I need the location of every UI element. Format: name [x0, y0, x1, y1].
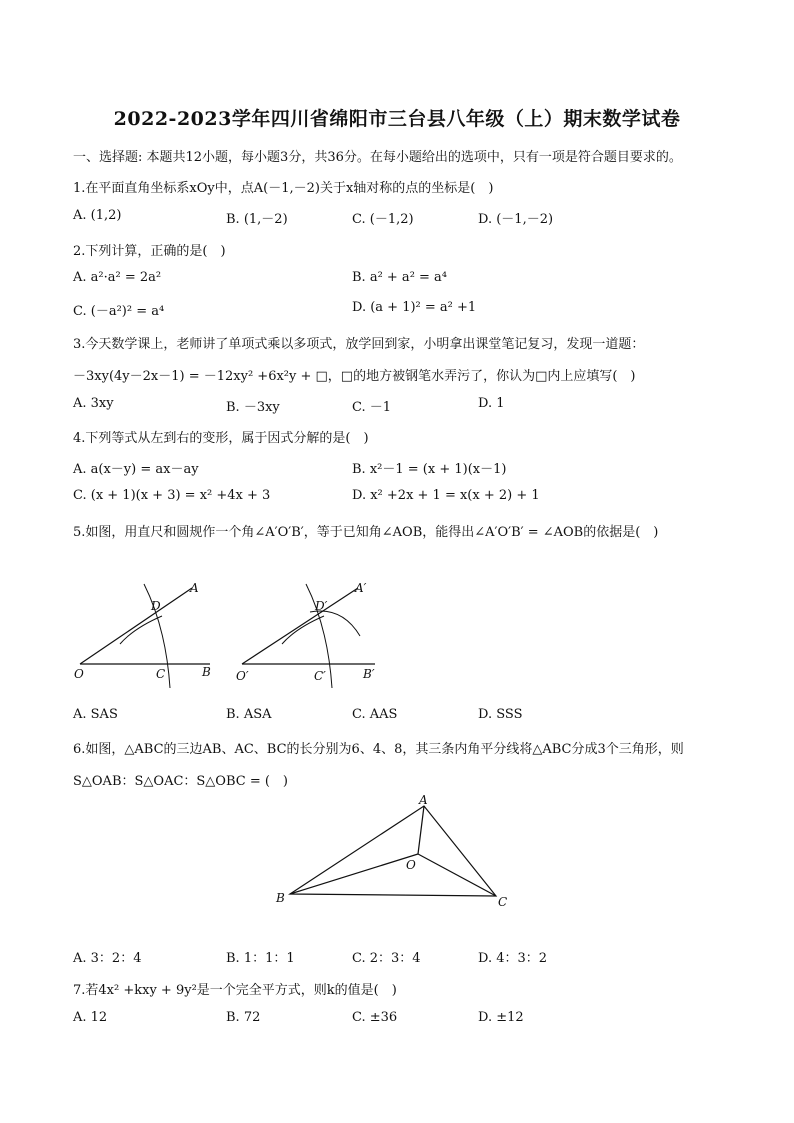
q1-option-a: A. (1,2)	[73, 208, 122, 223]
question-7-stem: 7.若4x² +kxy + 9y²是一个完全平方式，则k的值是( )	[73, 983, 397, 998]
question-6-stem-line2: S△OAB：S△OAC：S△OBC = ( )	[73, 774, 289, 789]
q3-option-b: B. －3xy	[226, 400, 280, 415]
question-2-stem: 2.下列计算，正确的是( )	[73, 244, 226, 259]
q4-option-b: B. x²－1 = (x + 1)(x－1)	[352, 462, 507, 477]
question-4-stem: 4.下列等式从左到右的变形，属于因式分解的是( )	[73, 431, 369, 446]
page-title: 2022-2023学年四川省绵阳市三台县八年级（上）期末数学试卷	[113, 108, 681, 130]
q5-option-b: B. ASA	[226, 707, 272, 722]
fig-label-a: A	[419, 793, 428, 807]
q3-option-c: C. －1	[352, 400, 392, 415]
fig-label-o-prime: O′	[236, 669, 249, 683]
fig-label-d: D	[151, 599, 161, 613]
q7-option-d: D. ±12	[478, 1010, 524, 1025]
q1-option-d: D. (－1,－2)	[478, 212, 554, 227]
fig-label-d-prime: D′	[315, 599, 328, 613]
q2-option-d: D. (a + 1)² = a² +1	[352, 300, 477, 315]
q6-option-a: A. 3：2：4	[73, 951, 142, 966]
q1-option-c: C. (－1,2)	[352, 212, 414, 227]
fig-label-c-prime: C′	[314, 669, 326, 683]
q2-option-a: A. a²·a² = 2a²	[73, 270, 162, 285]
fig-label-c: C	[156, 667, 166, 681]
fig-label-o: O	[406, 858, 416, 872]
q5-compass-construction-figure	[70, 578, 390, 690]
q3-option-a: A. 3xy	[73, 396, 114, 411]
q3-option-d: D. 1	[478, 396, 505, 411]
q5-option-a: A. SAS	[73, 707, 118, 722]
question-1-stem: 1.在平面直角坐标系xOy中，点A(－1,－2)关于x轴对称的点的坐标是( )	[73, 181, 494, 196]
fig-label-b: B	[276, 891, 285, 905]
q7-option-c: C. ±36	[352, 1010, 398, 1025]
q6-option-c: C. 2：3：4	[352, 951, 421, 966]
q7-option-a: A. 12	[73, 1010, 108, 1025]
fig-label-a: A	[190, 581, 199, 595]
fig-label-c: C	[498, 895, 508, 909]
q4-option-a: A. a(x－y) = ax－ay	[73, 462, 199, 477]
section-heading: 一、选择题: 本题共12小题，每小题3分，共36分。在每小题给出的选项中，只有一项是符合题目要求的。	[73, 150, 682, 165]
q6-option-d: D. 4：3：2	[478, 951, 548, 966]
q7-option-b: B. 72	[226, 1010, 261, 1025]
q2-option-c: C. (－a²)² = a⁴	[73, 304, 165, 319]
fig-label-o: O	[74, 667, 84, 681]
q2-option-b: B. a² + a² = a⁴	[352, 270, 448, 285]
question-5-stem: 5.如图，用直尺和圆规作一个角∠A′O′B′，等于已知角∠AOB，能得出∠A′O′B′ = ∠AOB的依据是( )	[73, 525, 659, 540]
question-3-stem-line1: 3.今天数学课上，老师讲了单项式乘以多项式，放学回到家，小明拿出课堂笔记复习，发现一道题：	[73, 337, 645, 352]
q6-triangle-figure	[270, 790, 520, 915]
fig-label-b: B	[202, 665, 211, 679]
q4-option-c: C. (x + 1)(x + 3) = x² +4x + 3	[73, 488, 271, 503]
question-3-stem-line2: －3xy(4y－2x－1) = －12xy² +6x²y + □，□的地方被钢笔水弄污了，你认为□内上应填写( )	[73, 369, 636, 384]
question-6-stem-line1: 6.如图，△ABC的三边AB、AC、BC的长分别为6、4、8，其三条内角平分线将△ABC分成3个三角形，则	[73, 742, 684, 757]
q4-option-d: D. x² +2x + 1 = x(x + 2) + 1	[352, 488, 540, 503]
q5-option-c: C. AAS	[352, 707, 398, 722]
q1-option-b: B. (1,－2)	[226, 212, 288, 227]
q6-option-b: B. 1：1：1	[226, 951, 295, 966]
fig-label-a-prime: A′	[355, 581, 367, 595]
q5-option-d: D. SSS	[478, 707, 523, 722]
fig-label-b-prime: B′	[363, 667, 375, 681]
